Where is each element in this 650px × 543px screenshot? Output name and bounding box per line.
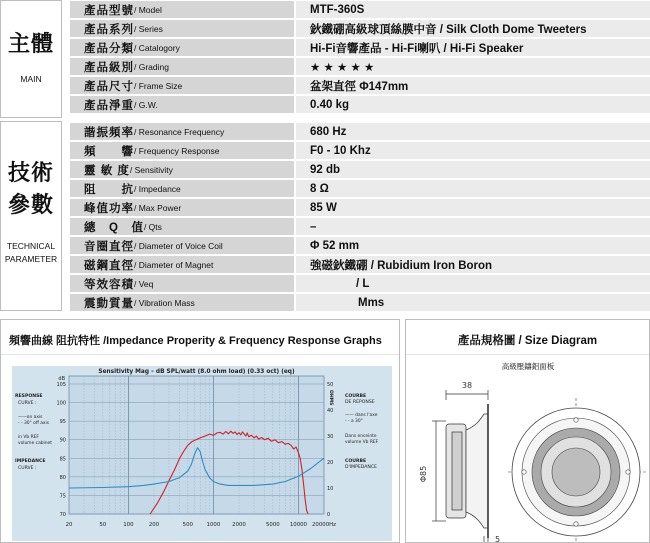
spec-label-en: / Catalogory <box>134 42 180 53</box>
spec-row-series <box>70 20 650 37</box>
spec-label-cn: 等效容積 <box>84 278 134 291</box>
spec-label-cn: 諧振頻率 <box>84 126 134 139</box>
spec-value: Φ 52 mm <box>296 237 650 254</box>
spec-label-cn: 總 Q 值 <box>84 221 144 234</box>
chart-title: Sensitivity Mag – dB SPL/watt (8.0 ohm load) (0.33 oct) (eq) <box>98 369 295 375</box>
note-courbe-impedance: COURBE <box>345 459 367 464</box>
diameter-dimension-label: Φ85 <box>419 465 428 483</box>
spec-value: – <box>296 218 650 235</box>
note-dans-laxe: —— dans l'axe <box>345 413 378 418</box>
note-dimpedance: D'IMPEDANCE <box>345 465 377 470</box>
size-diagram-panel <box>405 319 650 543</box>
spec-row-grading <box>70 58 650 75</box>
spec-row-impedance <box>70 180 650 197</box>
main-title: 主體 <box>7 31 54 56</box>
tech-subtitle-line1: TECHNICAL <box>6 241 56 251</box>
spec-label-en: / G.W. <box>134 99 158 110</box>
y-tick-label: 90 <box>59 437 66 444</box>
spec-label-cn: 阻 抗 <box>84 183 134 196</box>
flange-dimension-label: 5 <box>495 535 501 542</box>
x-tick-label: 2000 <box>232 522 246 528</box>
side-view-drawing <box>432 390 488 542</box>
spec-label-cn: 產品系列 <box>84 23 134 36</box>
section-tech-label <box>0 121 62 311</box>
y2-tick-label: 0 <box>327 512 331 518</box>
spec-value: 0.40 kg <box>296 96 650 113</box>
spec-value: F0 - 10 Khz <box>296 142 650 159</box>
spec-row-vibration-mass <box>70 294 650 311</box>
note-dans-enceinte: Dans enceinte <box>345 434 377 439</box>
mount-hole <box>574 522 578 526</box>
x-tick-label: 500 <box>182 522 193 528</box>
y-tick-label: 100 <box>56 400 66 407</box>
y-tick-label: 95 <box>59 419 66 426</box>
x-tick-label: 100 <box>123 522 134 528</box>
spec-label-en: / Resonance Frequency <box>134 126 225 137</box>
spec-row-frequency-response <box>70 142 650 159</box>
spec-row-magnet <box>70 256 650 273</box>
y-tick-label: 70 <box>59 512 66 518</box>
spec-label-cn: 產品尺寸 <box>84 80 134 93</box>
size-diagram-divider <box>406 354 649 355</box>
y-tick-label: 85 <box>59 456 66 463</box>
spec-label-en: / Impedance <box>134 183 181 194</box>
spec-label-en: / Vibration Mass <box>134 297 195 308</box>
spec-value: MTF-360S <box>296 1 650 18</box>
tech-subtitle-line2: PARAMETER <box>4 254 58 264</box>
spec-label-cn: 頻 響 <box>84 145 134 158</box>
spec-value: 盆架直徑 Φ147mm <box>296 77 650 94</box>
y2-axis-unit-label: OHMS <box>328 390 333 406</box>
y-tick-label: 105 <box>56 382 66 388</box>
spec-value: 680 Hz <box>296 123 650 140</box>
x-tick-label: 1000 <box>206 522 221 528</box>
spec-label-en: / Qts <box>143 221 162 232</box>
note-response: RESPONSE <box>15 394 43 399</box>
spec-label-cn: 產品淨重 <box>84 99 134 112</box>
plot-area <box>69 376 324 514</box>
spec-label-en: / Diameter of Magnet <box>134 259 214 270</box>
section-main-label <box>0 0 62 118</box>
spec-label-en: / Max Power <box>134 202 182 213</box>
y2-tick-label: 30 <box>327 434 334 440</box>
mount-hole <box>522 470 526 474</box>
note-impedance-curve: CURVE : <box>18 466 37 471</box>
y2-tick-label: 20 <box>327 460 334 466</box>
spec-row-model <box>70 1 650 18</box>
x-tick-label: 5000 <box>265 522 280 528</box>
y2-tick-label: 40 <box>327 408 334 414</box>
y-axis-unit-label: dB <box>58 376 65 382</box>
y-tick-label: 75 <box>59 493 66 500</box>
spec-row-veq <box>70 275 650 292</box>
spec-label-en: / Model <box>134 4 162 15</box>
spec-label-en: / Sensitivity <box>129 164 173 175</box>
spec-row-resonance <box>70 123 650 140</box>
spec-value: / L <box>296 275 650 292</box>
note-impedance: IMPEDANCE <box>15 459 46 464</box>
spec-value: 8 Ω <box>296 180 650 197</box>
size-diagram-title: 產品規格圖 / Size Diagram <box>457 335 598 347</box>
dome-center <box>552 448 600 496</box>
note-courbe: COURBE <box>345 394 367 399</box>
spec-row-frame-size <box>70 77 650 94</box>
tech-title-line2: 參數 <box>7 192 54 217</box>
spec-label-cn: 峰值功率 <box>84 202 134 215</box>
mount-hole <box>574 418 578 422</box>
note-ref-volume: in Vb REF <box>18 435 39 440</box>
y2-tick-label: 50 <box>327 382 334 388</box>
spec-label-cn: 產品級別 <box>84 61 134 74</box>
front-view-drawing <box>508 398 646 542</box>
spec-label-cn: 產品分類 <box>84 42 134 55</box>
note-off-axis: - - 30° off axis <box>18 421 50 426</box>
y-tick-label: 80 <box>59 474 66 481</box>
note-on-axis: ——on axis <box>18 415 43 420</box>
spec-value: Hi-Fi音響產品 - Hi-Fi喇叭 / Hi-Fi Speaker <box>296 39 650 56</box>
spec-label-en: / Frame Size <box>134 80 183 91</box>
size-diagram-drawing <box>406 356 649 542</box>
y2-tick-label: 10 <box>327 486 334 492</box>
magnet-core <box>452 432 462 510</box>
note-response-curve: CURVE : <box>18 401 37 406</box>
spec-row-voice-coil <box>70 237 650 254</box>
mount-hole <box>626 470 630 474</box>
spec-label-en: / Frequency Response <box>134 145 220 156</box>
spec-value: 92 db <box>296 161 650 178</box>
tech-title-line1: 技術 <box>7 160 54 185</box>
spec-value-stars: ★ ★ ★ ★ ★ <box>296 58 650 75</box>
spec-label-en: / Veq <box>134 278 154 289</box>
note-volume-ref: volume Vb REF <box>345 440 379 445</box>
spec-row-max-power <box>70 199 650 216</box>
size-diagram-subtitle: 高級壓鑄鋁面板 <box>501 362 555 371</box>
spec-row-sensitivity <box>70 161 650 178</box>
graph-panel-title: 頻響曲線 阻抗特性 /Impedance Properity & Frequency Response Graphs <box>9 335 382 347</box>
graph-panel-divider <box>1 354 399 355</box>
spec-label-cn: 音圈直徑 <box>84 240 134 253</box>
x-tick-label: 20000Hz <box>311 522 337 528</box>
frequency-response-chart <box>12 366 392 541</box>
note-a-30: - - a 30° <box>345 419 363 424</box>
spec-value: 強磁鈥鐵硼 / Rubidium Iron Boron <box>296 256 650 273</box>
depth-dimension-label: 38 <box>461 381 473 390</box>
cone-profile <box>466 414 488 528</box>
graph-panel <box>0 319 400 543</box>
spec-label-cn: 產品型號 <box>84 4 134 17</box>
spec-label-en: / Grading <box>134 61 169 72</box>
spec-label-cn: 磁鋼直徑 <box>84 259 134 272</box>
spec-value: 85 W <box>296 199 650 216</box>
note-ref-cabinet: volume cabinet <box>18 441 52 446</box>
x-tick-label: 50 <box>99 522 107 528</box>
spec-row-qts <box>70 218 650 235</box>
x-tick-label: 10000 <box>289 522 307 528</box>
spec-row-category <box>70 39 650 56</box>
x-tick-label: 20 <box>65 522 73 528</box>
spec-label-en: / Diameter of Voice Coil <box>134 240 223 251</box>
spec-value: 鈥鐵硼高級球頂絲膜中音 / Silk Cloth Dome Tweeters <box>296 20 650 37</box>
spec-row-weight <box>70 96 650 113</box>
main-subtitle: MAIN <box>20 74 42 84</box>
spec-label-en: / Series <box>134 23 163 34</box>
spec-value: Mms <box>296 294 650 311</box>
note-de-reponse: DE REPONSE <box>345 400 375 405</box>
spec-label-cn: 震動質量 <box>84 297 134 310</box>
x-tick-label: 200 <box>148 522 160 528</box>
spec-label-cn: 靈 敏 度 <box>84 164 130 177</box>
